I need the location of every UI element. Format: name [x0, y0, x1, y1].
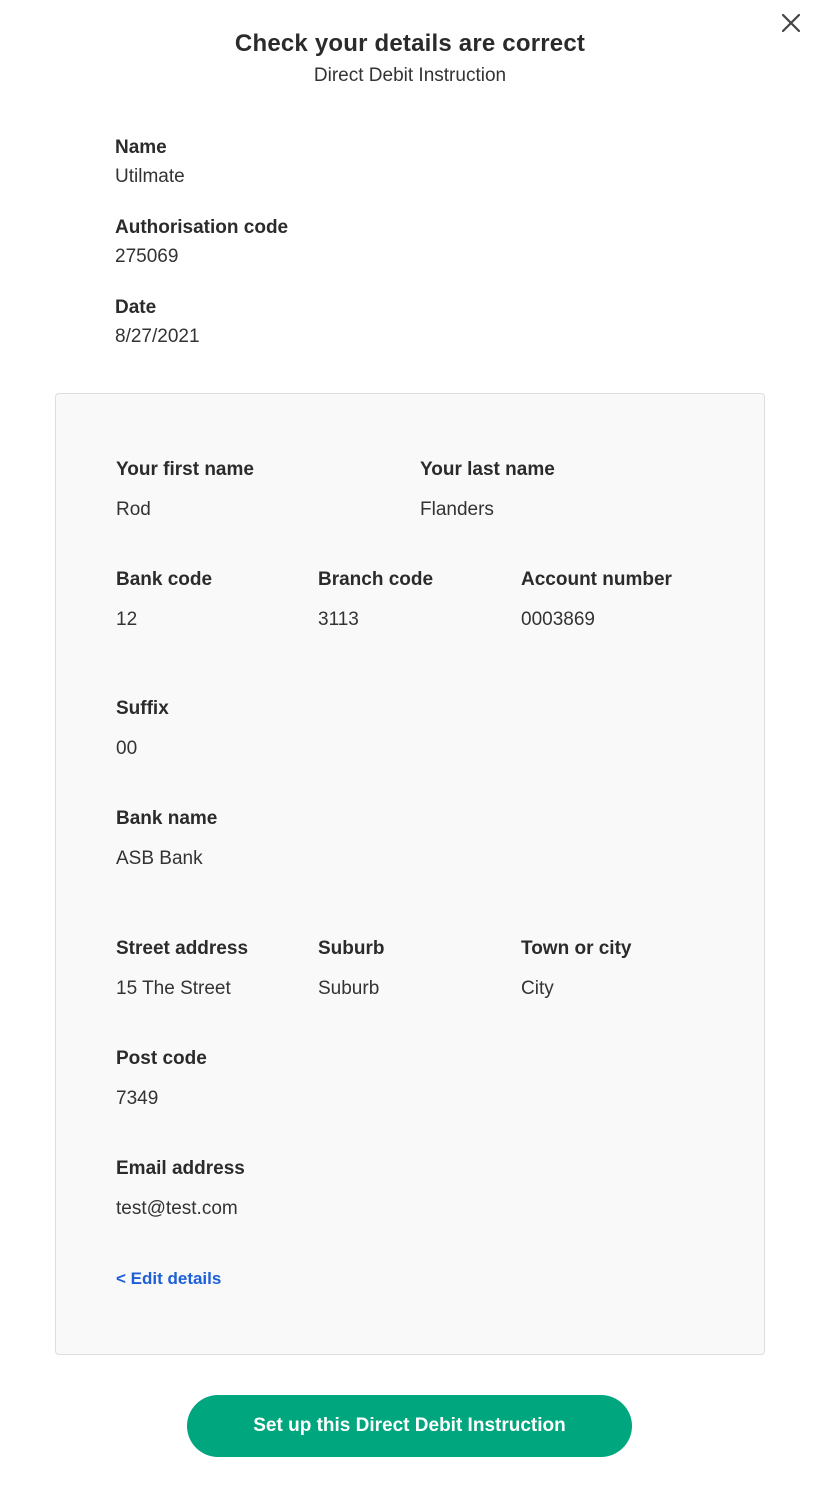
street-address-label: Street address	[116, 938, 249, 959]
email-address-value: test@test.com	[116, 1198, 238, 1219]
suburb-field	[318, 936, 385, 1002]
edit-details-link[interactable]: < Edit details	[116, 1269, 222, 1288]
summary-auth-code-value: 275069	[115, 246, 179, 267]
account-number-label: Account number	[521, 569, 672, 590]
branch-code-value: 3113	[318, 609, 359, 630]
summary-date-label: Date	[115, 297, 157, 318]
account-number-field	[521, 567, 672, 633]
page-title: Check your details are correct	[234, 30, 586, 57]
post-code-field	[116, 1046, 207, 1112]
town-city-label: Town or city	[521, 938, 632, 959]
bank-name-value: ASB Bank	[116, 848, 203, 869]
first-name-label: Your first name	[116, 459, 254, 480]
setup-direct-debit-button[interactable]: Set up this Direct Debit Instruction	[187, 1395, 632, 1457]
first-name-value: Rod	[116, 499, 151, 520]
page-subtitle: Direct Debit Instruction	[313, 65, 507, 86]
suffix-field	[116, 696, 169, 762]
bank-name-field	[116, 806, 217, 872]
street-address-value: 15 The Street	[116, 978, 231, 999]
summary-auth-code	[115, 214, 288, 294]
post-code-label: Post code	[116, 1048, 207, 1069]
bank-code-value: 12	[116, 609, 138, 630]
branch-code-field	[318, 567, 433, 633]
mandate-summary	[115, 134, 288, 374]
suffix-label: Suffix	[116, 698, 169, 719]
post-code-value: 7349	[116, 1088, 159, 1109]
summary-date-value: 8/27/2021	[115, 326, 200, 347]
suffix-value: 00	[116, 738, 138, 759]
last-name-value: Flanders	[420, 499, 494, 520]
first-name-field	[116, 457, 254, 523]
account-number-value: 0003869	[521, 609, 595, 630]
summary-name-label: Name	[115, 137, 167, 158]
summary-name-value: Utilmate	[115, 166, 185, 187]
suburb-value: Suburb	[318, 978, 380, 999]
summary-auth-code-label: Authorisation code	[115, 217, 289, 238]
town-city-value: City	[521, 978, 554, 999]
last-name-label: Your last name	[420, 459, 555, 480]
email-address-field	[116, 1156, 245, 1222]
bank-name-label: Bank name	[116, 808, 218, 829]
email-address-label: Email address	[116, 1158, 245, 1179]
branch-code-label: Branch code	[318, 569, 434, 590]
last-name-field	[420, 457, 555, 523]
suburb-label: Suburb	[318, 938, 385, 959]
street-address-field	[116, 936, 248, 1002]
bank-code-field	[116, 567, 212, 633]
page-header	[0, 28, 820, 90]
town-city-field	[521, 936, 631, 1002]
summary-name	[115, 134, 288, 214]
summary-date	[115, 294, 288, 374]
details-card	[55, 393, 765, 1355]
bank-code-label: Bank code	[116, 569, 213, 590]
